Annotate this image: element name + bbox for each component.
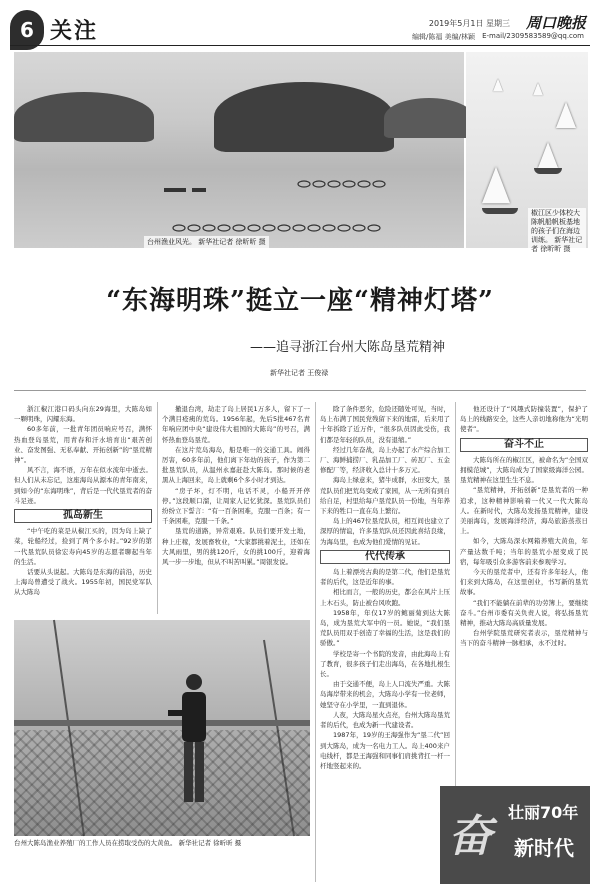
hull-shape: [534, 168, 562, 174]
paragraph: “我们不能躺在前辈的功劳簿上，要继续奋斗。”台州市委有关负责人说，将弘扬垦荒精神，推动大陈岛高质量发展。: [460, 598, 588, 628]
headline-divider: [14, 390, 586, 391]
bottom-photo-caption: 台州大陈岛渔业养殖厂的工作人员在捞取受伤的大黄鱼。 新华社记者 徐昕昕 摄: [14, 839, 242, 847]
paragraph: 垦荒的道路，异常艰难。队员们要开发土地，种上庄稼，发展畜牧业，“大家都挑着泥土，还如在大风雨里，男的挑120斤，女的挑100斤，迎着海风一步一步地，但从不叫苦叫累。”周银发说。: [162, 527, 310, 567]
column-divider: [157, 402, 158, 614]
paragraph: 1987年，19岁的王海强作为“垦二代”回到大陈岛，成为一名电力工人。岛上400来户电线杆，都是王海强和同事们肩挑背扛一杆一杆地竖起来的。: [320, 731, 450, 770]
paragraph: 人夜，大陈岛星火点亮，台州大陈岛垦荒者的后代，也成为新一代建设者。: [320, 710, 450, 730]
byline: 新华社记者 王俊禄: [270, 369, 329, 377]
paragraph: 除了条件恶劣，危险还随处可见，当时，岛上布满了国民党残留下来的地雷，后来用了十年拆除了近万件，“很多队员因此受伤，我们都是年轻的队员，没有退缩。”: [320, 405, 450, 444]
sail-shape: [482, 167, 510, 203]
section-title: 关注: [50, 18, 99, 44]
worker-figure: [174, 670, 214, 810]
paragraph: 1958年，年仅17岁的鲍丽菊到达大陈岛，成为垦荒大军中的一员。她说，“我们垦荒队员用双手创造了幸福的生活，这是我们的骄傲。”: [320, 608, 450, 648]
paragraph: 话要从头说起。大陈岛是东海的前沿，历史上海岛曾遭受了战火。1955年初，国民党军队从大陈岛: [14, 568, 152, 597]
headline: “东海明珠”挺立一座“精神灯塔”: [106, 286, 494, 316]
subsection-title: 代代传承: [320, 550, 450, 564]
paragraph: 海岛上绿意来，猪牛成群，水田变大，垦荒队员们把荒岛变成了家园，从一无所有到自给自足，村里给每户垦荒队员一份地，当年养下来的牲口一直在岛上繁衍。: [320, 476, 450, 516]
sail-shape: [556, 102, 576, 128]
subsection-title: 奋斗不止: [460, 438, 588, 452]
issue-date: 2019年5月1日 星期三: [428, 19, 510, 28]
series-logo: [440, 786, 590, 884]
paragraph: 今天的垦荒者中，还有许多年轻人，他们来到大陈岛，在这里创业，书写新的垦荒故事。: [460, 568, 588, 597]
right-photo-caption: 椒江区少体校大陈帆船帆板基地的孩子们在海边训练。 新华社记者 徐昕昕 摄: [528, 208, 586, 255]
sail-shape: [493, 79, 503, 92]
paragraph: 由于交通不便，岛上人口流失严重。大陈岛海岸带来的机会，大陈岛小学有一位老师，她坚守在小学里，一直到退休。: [320, 680, 450, 709]
logo-line-1: 壮丽70年: [508, 803, 579, 822]
page-number: 6: [20, 18, 34, 42]
fishing-net: [14, 730, 310, 836]
paragraph: 撤退台湾，劫走了岛上居民1万多人，留下了一个满目疮痍的荒岛。1956年起，先后5批467名青年响应团中央“建设伟大祖国的大陈岛”的号召，满怀热血登岛垦荒。: [162, 405, 310, 444]
article-column-2: [162, 404, 310, 614]
top-photo-caption: 台州渔业风光。 新华社记者 徐昕昕 摄: [144, 236, 269, 248]
paragraph: 在这片荒岛海岛，船是唯一的交通工具。闹得厉害，60多年前，他们离下年幼的孩子，作为第二批垦荒队员，从温州永嘉赶赴大陈岛。那时候的老黑从上海回来，岛上就剩6个多小时才到达。: [162, 445, 310, 485]
harbor-photo: [14, 52, 464, 248]
paragraph: “中午吃的菜是从椒江买的，因为岛上缺了菜，轮船经过，捡到了两个多小时。”92岁的第一代垦荒队员徐宏寿向45岁的志愿者聊起当年的生活。: [14, 527, 152, 566]
fish-farm-rings-graphic: [14, 52, 464, 248]
paragraph: 大陈岛所在的椒江区，被命名为“全国双拥模范城”，大陈岛成为了国家级海洋公园。垦荒精神在这里生生不息。: [460, 455, 588, 485]
paragraph: “垦荒精神，开拓创新”是垦荒者的一种追求，这种精神影响着一代又一代大陈岛人。在新时代，大陈岛发扬垦荒精神，建设美丽海岛，发展海洋经济，海岛旅游蒸蒸日上。: [460, 486, 588, 536]
paragraph: 60多年前，一批青年团员响应号召，满怀热血登岛垦荒，用青春和汗水培育出“艰苦创业、奋发图强、无私奉献、开拓创新”的“垦荒精神”。: [14, 425, 152, 465]
sail-shape: [538, 142, 558, 168]
article-column-1: [14, 404, 152, 614]
page-number-badge: [10, 10, 44, 50]
logo-calligraphy: 奋: [448, 811, 492, 862]
masthead-logo: 周口晚报: [525, 14, 586, 32]
hull-shape: [482, 208, 518, 214]
email-line: E-mail/2309583589@qq.com: [482, 32, 584, 40]
header-divider: [10, 45, 590, 46]
subheadline: ——追寻浙江台州大陈岛垦荒精神: [250, 340, 446, 355]
paragraph: 岛上着漂亮古典的是第二代，他们是垦荒者的后代，这是近年的事。: [320, 568, 450, 587]
paragraph: 台州学院垦荒研究者表示，垦荒精神与当下的奋斗精神一脉相承，永不过时。: [460, 629, 588, 648]
fish-farm-worker-photo: [14, 620, 310, 836]
paragraph: 岛上的467位垦荒队员，相互间也建立了深厚的情谊，许多垦荒队员还因此喜结良缘，为海岛里，也成为他们爱情的见证。: [320, 517, 450, 546]
paragraph: 如今，大陈岛深水网箱养殖大黄鱼，年产量达数千吨；当年的垦荒小屋变成了民宿，每年吸引众多游客前来参观学习。: [460, 537, 588, 566]
paragraph: 经过几年奋战，岛上办起了水产综合加工厂、海鲜捕捞厂、乳品加工厂、砖瓦厂、五金修配厂等，经济收入总计十多万元。: [320, 445, 450, 475]
editors-line: 编辑/陈福 美编/林颖: [412, 33, 475, 41]
paragraph: 浙江椒江港口码头向东29海里，大陈岛如一颗明珠，闪耀东海。: [14, 405, 152, 424]
article-column-4: [460, 404, 588, 782]
paragraph: 他还设计了“风趣式防撞装置”，保护了岛上的线路安全，这些人亲切地称他为“光明使者”。: [460, 405, 588, 434]
subsection-title: 孤岛新生: [14, 509, 152, 523]
logo-line-2: 新时代: [514, 836, 574, 860]
paragraph: 相比而言，一般的历史，都会在风片上压上木石头，防止被台风吹跑。: [320, 588, 450, 607]
column-divider: [315, 402, 316, 882]
sail-shape: [533, 83, 543, 96]
paragraph: 风不言，海不语，万年在似水流年中逝去。但人们从未忘记，这座海岛从源本的青年南来，到如今的“东海明珠”，背后是一代代垦荒者的奋斗足迹。: [14, 466, 152, 505]
article-column-3: [320, 404, 450, 884]
paragraph: “房子坏，灯不明，电话不灵，小船开开停停。”这段顺口溜，让周家人记忆犹深。垦荒队员们纷纷立下誓言：“有一百条困难，克服一百条；有一千条困难，克服一千条。”: [162, 486, 310, 526]
paragraph: 学校是寄一个书院的发音，由此海岛上有了教育，很多孩子们走出海岛，在各地扎根生长。: [320, 649, 450, 679]
sailboat-photo: [466, 52, 588, 253]
